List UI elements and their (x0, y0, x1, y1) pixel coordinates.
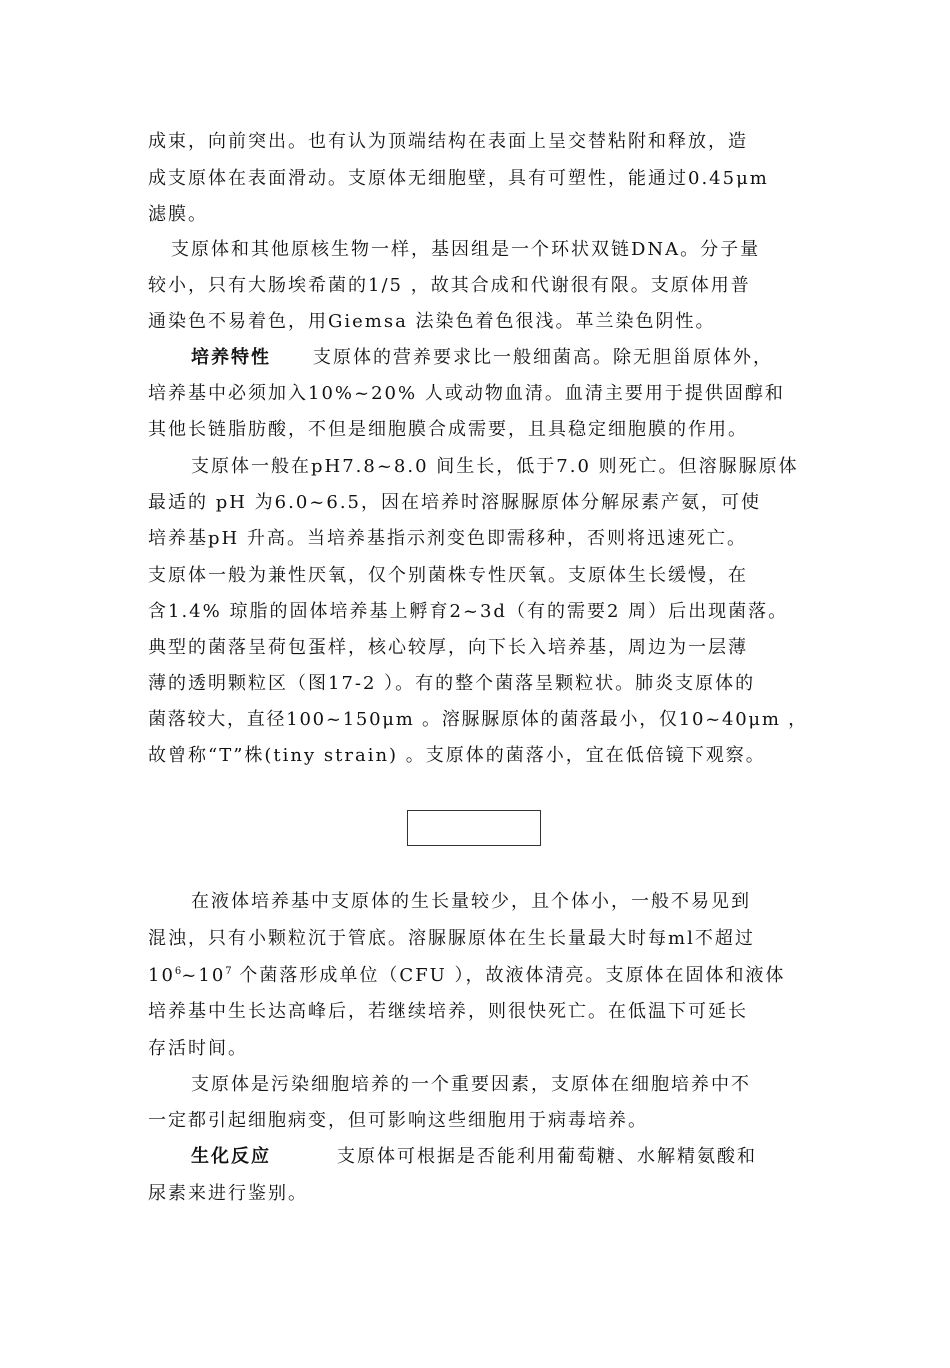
paragraph-4-line-3: 培养基pH 升高。当培养基指示剂变色即需移种，否则将迅速死亡。 (148, 528, 747, 549)
cfu-exponent-1: 6 (174, 966, 182, 977)
paragraph-5-line-3 (148, 961, 808, 991)
paragraph-1-line-1: 成束，向前突出。也有认为顶端结构在表面上呈交替粘附和释放，造 (148, 131, 748, 152)
paragraph-3-line-1-text: 支原体的营养要求比一般细菌高。除无胆甾原体外， (313, 347, 773, 368)
paragraph-4-line-9: 故曾称“T”株(tiny strain) 。支原体的菌落小，宜在低倍镜下观察。 (148, 745, 766, 766)
paragraph-4-line-7: 薄的透明颗粒区（图17-2 ）。有的整个菌落呈颗粒状。肺炎支原体的 (148, 673, 756, 694)
paragraph-1-line-3: 滤膜。 (148, 204, 208, 225)
paragraph-4-line-2: 最适的 pH 为6.0~6.5，因在培养时溶脲脲原体分解尿素产氨，可使 (148, 492, 761, 513)
paragraph-4-line-6: 典型的菌落呈荷包蛋样，核心较厚，向下长入培养基，周边为一层薄 (148, 637, 748, 658)
paragraph-4-line-1: 支原体一般在pH7.8~8.0 间生长，低于7.0 则死亡。但溶脲脲原体 (191, 456, 799, 477)
paragraph-7-line-1-text: 支原体可根据是否能利用葡萄糖、水解精氨酸和 (337, 1146, 757, 1167)
paragraph-5-line-2: 混浊，只有小颗粒沉于管底。溶脲脲原体在生长量最大时每ml不超过 (148, 928, 755, 949)
paragraph-5-line-5: 存活时间。 (148, 1038, 248, 1059)
paragraph-2-line-2: 较小，只有大肠埃希菌的1/5 ，故其合成和代谢很有限。支原体用普 (148, 275, 751, 296)
paragraph-1-line-2: 成支原体在表面滑动。支原体无细胞壁，具有可塑性，能通过0.45μm (148, 168, 769, 189)
paragraph-4-line-5: 含1.4% 琼脂的固体培养基上孵育2~3d（有的需要2 周）后出现菌落。 (148, 601, 789, 622)
cfu-range-base-1: 10 (148, 965, 175, 986)
paragraph-5-line-3-text: 个菌落形成单位（CFU ），故液体清亮。支原体在固体和液体 (231, 965, 786, 986)
cfu-range-base-2: ~10 (181, 965, 226, 986)
paragraph-4-line-8: 菌落较大，直径100~150μm 。溶脲脲原体的菌落最小，仅10~40μm ， (148, 709, 808, 730)
paragraph-5-line-4: 培养基中生长达高峰后，若继续培养，则很快死亡。在低温下可延长 (148, 1001, 748, 1022)
paragraph-4-line-4: 支原体一般为兼性厌氧，仅个别菌株专性厌氧。支原体生长缓慢，在 (148, 565, 748, 586)
paragraph-7-line-2: 尿素来进行鉴别。 (148, 1183, 308, 1204)
paragraph-5-line-1: 在液体培养基中支原体的生长量较少，且个体小，一般不易见到 (191, 891, 751, 912)
cfu-exponent-2: 7 (225, 966, 232, 977)
paragraph-3-line-2: 培养基中必须加入10%~20% 人或动物血清。血清主要用于提供固醇和 (148, 383, 785, 404)
paragraph-7-line-1 (191, 1142, 808, 1172)
figure-label-box (407, 810, 541, 846)
paragraph-2-line-3: 通染色不易着色，用Giemsa 法染色着色很浅。革兰染色阴性。 (148, 311, 716, 332)
paragraph-3-line-1 (191, 343, 808, 373)
paragraph-6-line-2: 一定都引起细胞病变，但可影响这些细胞用于病毒培养。 (148, 1110, 648, 1131)
paragraph-2-line-1: 支原体和其他原核生物一样，基因组是一个环状双链DNA。分子量 (171, 239, 761, 260)
section-heading-biochemical: 生化反应 (191, 1146, 271, 1167)
section-heading-culture: 培养特性 (191, 347, 271, 368)
paragraph-3-line-3: 其他长链脂肪酸，不但是细胞膜合成需要，且具稳定细胞膜的作用。 (148, 419, 748, 440)
paragraph-6-line-1: 支原体是污染细胞培养的一个重要因素，支原体在细胞培养中不 (191, 1074, 751, 1095)
